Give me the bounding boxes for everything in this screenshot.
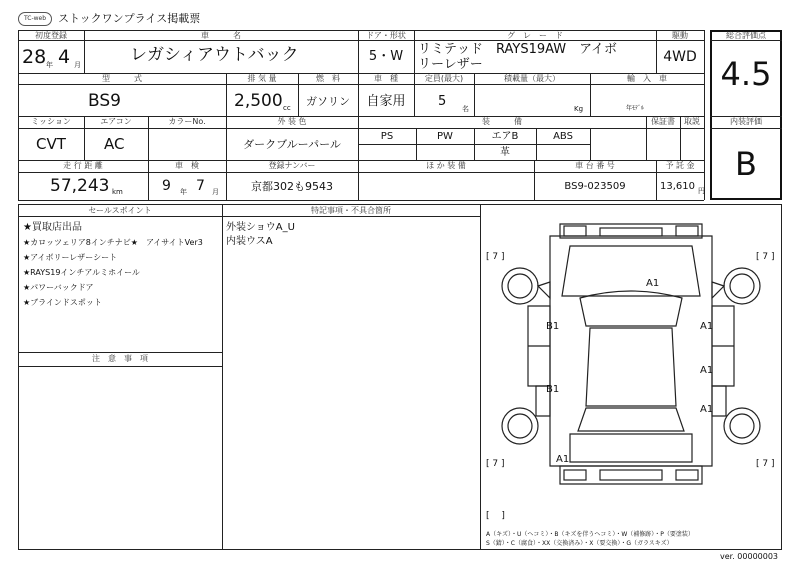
unit-km: km (112, 188, 123, 196)
car-damage-diagram (480, 216, 782, 532)
mileage-value: 57,243 (50, 176, 110, 196)
sales-point-2: ★カロッツェリア8インチナビ★ アイサイトVer3 (23, 238, 203, 247)
mark-right-rear-door: A1 (700, 365, 714, 376)
label-import: 輸 入 車 (627, 74, 667, 83)
brand-logo: TC-web (18, 12, 52, 26)
grade-line-2: リーレザー (418, 57, 483, 72)
mark-left-front-door: B1 (546, 321, 560, 332)
price-value: 13,610 (660, 181, 695, 192)
inspection-year: 9 (162, 178, 171, 194)
unit-cc: cc (283, 104, 291, 112)
label-manual: 取説 (684, 117, 700, 126)
label-door: ドア・形状 (366, 31, 406, 40)
label-car-name: 車 名 (201, 31, 241, 40)
equip-airbag: エアB (491, 131, 519, 142)
aircon-value: AC (104, 135, 125, 153)
label-grade: グ レ ー ド (507, 31, 563, 40)
inspection-month: 7 (196, 178, 205, 194)
version-label: ver. 00000003 (720, 552, 779, 561)
capacity-value: 5 (438, 94, 447, 109)
sales-point-4: ★RAYS19インチアルミホイール (23, 268, 140, 277)
unit-year: 年 (46, 61, 53, 69)
mark-left-rear-door: B1 (546, 384, 560, 395)
label-model: 型 式 (102, 74, 142, 83)
model-code: BS9 (88, 91, 121, 111)
label-total-grade: 総合評価点 (726, 31, 766, 40)
label-drive: 駆動 (672, 31, 688, 40)
equip-abs: ABS (553, 131, 573, 142)
sales-point-6: ★ブラインドスポット (23, 298, 102, 307)
note-1: 外装ショウA_U (226, 222, 295, 233)
equip-leather: 革 (500, 147, 510, 158)
unit-yen: 円 (698, 187, 705, 195)
exterior-color-value: ダークブルーパール (243, 138, 341, 151)
unit-inspection-month: 月 (212, 188, 219, 196)
bracket-front-left: [ 7 ] (486, 252, 505, 262)
unit-person: 名 (462, 105, 469, 113)
label-capacity: 定員(最大) (424, 74, 464, 83)
label-caution: 注 意 事 項 (92, 354, 148, 363)
label-aircon: エアコン (100, 117, 132, 126)
label-first-reg: 初度登録 (35, 31, 67, 40)
label-mileage: 走 行 距 離 (63, 161, 103, 170)
label-fuel: 燃 料 (316, 74, 340, 83)
label-displacement: 排 気 量 (247, 74, 277, 83)
usage-type: 自家用 (366, 94, 406, 109)
sales-point-3: ★アイボリーレザーシート (23, 253, 118, 262)
mark-rear-left-corner: A1 (556, 454, 570, 465)
label-price: 予 託 金 (665, 161, 695, 170)
label-payload: 積載量（最大） (504, 74, 560, 83)
unit-kg: Kg (574, 105, 584, 113)
drive-type: 4WD (663, 49, 697, 65)
label-exterior-color: 外 装 色 (277, 117, 307, 126)
sales-point-1: ★買取店出品 (23, 222, 82, 233)
first-reg-month: 4 (58, 46, 71, 68)
label-plate: 登録ナンバー (268, 161, 316, 170)
label-chassis: 車 台 番 号 (575, 161, 615, 170)
equip-pw: PW (437, 131, 453, 142)
form-title: ストックワンプライス掲載票 (58, 12, 201, 25)
legend-line-1: A（キズ）・U（ヘコミ）・B（キズを伴うヘコミ）・W（補修跡）・P（要塗装） (486, 531, 694, 538)
bracket-rear-right: [ 7 ] (756, 459, 775, 469)
mark-right-rear-fender: A1 (700, 404, 714, 415)
label-sales-points: セールスポイント (88, 206, 152, 215)
total-grade-value: 4.5 (720, 55, 772, 93)
bracket-rear-left: [ 7 ] (486, 459, 505, 469)
unit-model-year: 年ﾓﾃﾞﾙ (626, 105, 645, 112)
label-other-equipment: ほ か 装 備 (426, 161, 466, 170)
note-2: 内装ウスA (226, 236, 273, 247)
fuel-type: ガソリン (306, 95, 350, 108)
label-interior-grade: 内装評価 (730, 117, 762, 126)
car-name: レガシィアウトバック (130, 45, 299, 65)
label-color-no: カラーNo. (168, 117, 206, 126)
plate-number: 京都302も9543 (251, 180, 333, 193)
mission-value: CVT (36, 135, 66, 153)
label-usage: 車 種 (374, 74, 398, 83)
mark-hood: A1 (646, 278, 660, 289)
label-warranty: 保証書 (651, 117, 675, 126)
legend-line-2: S（錆）・C（腐食）・XX（交換済み）・X（要交換）・G（ガラスキズ） (486, 540, 673, 547)
sales-point-5: ★パワーバックドア (23, 283, 94, 292)
label-mission: ミッション (31, 117, 71, 126)
bracket-bottom: [ ] (486, 511, 505, 521)
label-notes: 特記事項・不具合箇所 (311, 206, 391, 215)
grade-line-1: リミテッド RAYS19AW アイボ (418, 42, 617, 57)
interior-grade-value: B (735, 145, 757, 183)
equip-ps: PS (380, 131, 394, 142)
first-reg-year: 28 (22, 46, 47, 68)
label-equipment: 装 備 (482, 117, 522, 126)
bracket-front-right: [ 7 ] (756, 252, 775, 262)
chassis-number: BS9-023509 (564, 181, 626, 192)
mark-right-front-door: A1 (700, 321, 714, 332)
door-type: 5・W (368, 49, 404, 64)
displacement-value: 2,500 (234, 91, 283, 111)
label-inspection: 車 検 (175, 161, 199, 170)
unit-month: 月 (74, 61, 81, 69)
unit-inspection-year: 年 (180, 188, 187, 196)
